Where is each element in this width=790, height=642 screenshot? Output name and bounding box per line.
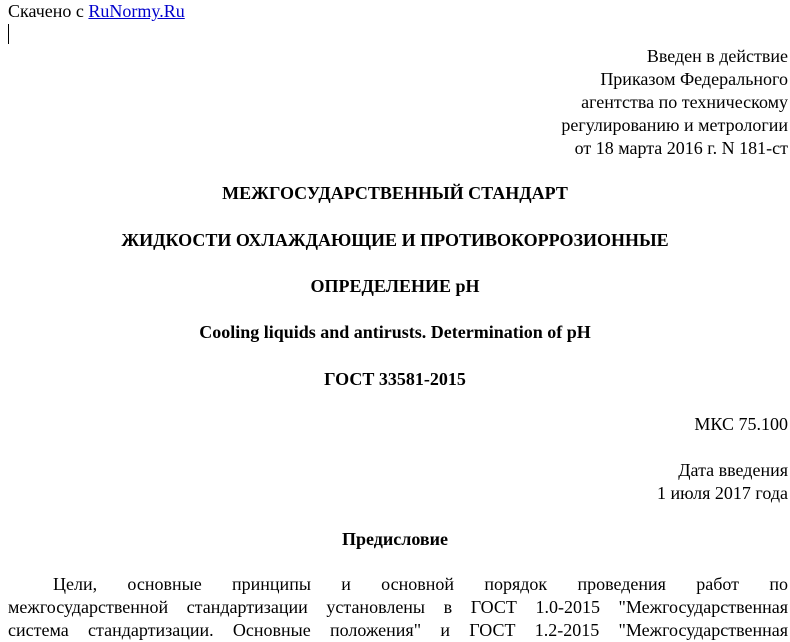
paragraph-line: Цели, основные принципы и основной порядок проведения работ по xyxy=(53,574,788,594)
approval-line: Приказом Федерального xyxy=(600,69,788,89)
intro-date-label: Дата введения xyxy=(678,460,788,480)
intro-date-value: 1 июля 2017 года xyxy=(657,483,788,503)
approval-line: регулированию и метрологии xyxy=(561,115,788,135)
foreword-heading: Предисловие xyxy=(342,529,448,549)
text-cursor xyxy=(8,24,9,44)
title-ru: ЖИДКОСТИ ОХЛАЖДАЮЩИЕ И ПРОТИВОКОРРОЗИОННЫЕ xyxy=(121,230,669,250)
source-line xyxy=(8,1,185,22)
foreword-paragraph xyxy=(8,573,788,642)
subtitle-ru: ОПРЕДЕЛЕНИЕ pH xyxy=(310,276,480,296)
source-prefix: Скачено с xyxy=(8,1,89,21)
standard-type-heading: МЕЖГОСУДАРСТВЕННЫЙ СТАНДАРТ xyxy=(222,183,568,203)
source-link[interactable]: RuNormy.Ru xyxy=(88,1,185,21)
approval-line: Введен в действие xyxy=(646,46,788,66)
mks-code: МКС 75.100 xyxy=(694,414,788,434)
approval-block xyxy=(561,45,788,160)
approval-line: агентства по техническому xyxy=(581,92,788,112)
gost-number: ГОСТ 33581-2015 xyxy=(324,369,466,389)
approval-line: от 18 марта 2016 г. N 181-ст xyxy=(574,138,788,158)
paragraph-line: система стандартизации. Основные положения" и ГОСТ 1.2-2015 "Межгосударственная xyxy=(8,620,788,640)
paragraph-line: межгосударственной стандартизации установлены в ГОСТ 1.0-2015 "Межгосударственная xyxy=(8,597,788,617)
title-en: Cooling liquids and antirusts. Determination of pH xyxy=(199,322,591,342)
